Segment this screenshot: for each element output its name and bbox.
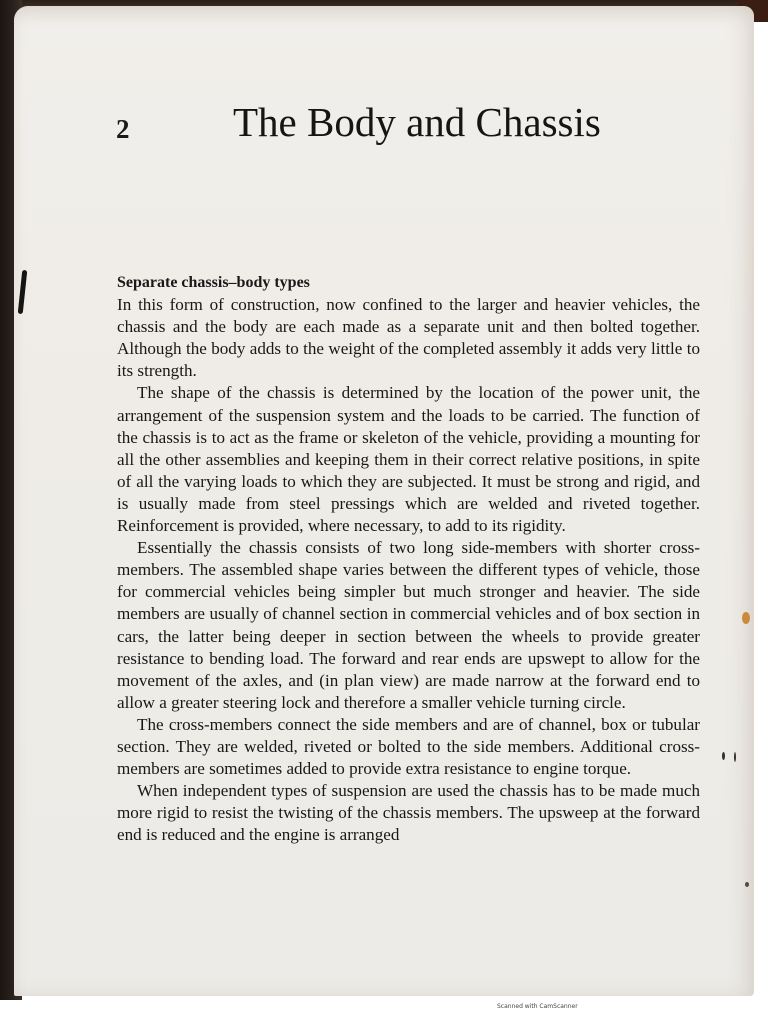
paragraph-2: The shape of the chassis is determined by the location of the power unit, the arrangement of the suspension system and the loads to be carried. The function of the chassis is to act as the frame or skeleton of the vehicle, providing a mounting for all the other assemblies and keeping them in their correct relative positions, in spite of all the varying loads to which they are subjected. It must be strong and rigid, and is usually made from steel pressings which are welded and riveted together. Reinforcement is provided, where necessary, to add to its rigidity.	[117, 383, 700, 536]
chapter-title: The Body and Chassis	[233, 99, 601, 145]
paper-speck	[745, 882, 749, 887]
paragraph-3: Essentially the chassis consists of two long side-members with shorter cross-members. The assembled shape varies between the different types of vehicle, those for commercial vehicles being simpler but much stronger and heavier. The side members are usually of channel section in commercial vehicles and of box section in cars, the latter being deeper in section between the wheels to provide greater resistance to bending load. The forward and rear ends are upswept to allow for the movement of the axles, and (in plan view) are made narrow at the forward end to allow a greater steering lock and therefore a smaller vehicle turning circle.	[117, 538, 700, 712]
margin-mark	[722, 752, 725, 760]
paragraph-1: In this form of construction, now confined to the larger and heavier vehicles, the chassis and the body are each made as a separate unit and then bolted together. Although the body adds to the weight of the completed assembly it adds very little to its strength.	[117, 295, 700, 381]
paper-stain	[742, 612, 750, 624]
section-heading: Separate chassis–body types	[117, 274, 310, 291]
page-number: 2	[116, 114, 130, 144]
paragraph-5: When independent types of suspension are used the chassis has to be made much more rigid to resist the twisting of the chassis members. The upsweep at the forward end is reduced and the engine is arranged	[117, 781, 700, 845]
paragraph-4: The cross-members connect the side members and are of channel, box or tubular section. They are welded, riveted or bolted to the side members. Additional cross-members are sometimes added to provide extra resistance to engine torque.	[117, 714, 700, 779]
margin-mark	[734, 752, 736, 762]
body-text	[117, 272, 700, 846]
scanner-watermark: Scanned with CamScanner	[497, 1003, 578, 1010]
